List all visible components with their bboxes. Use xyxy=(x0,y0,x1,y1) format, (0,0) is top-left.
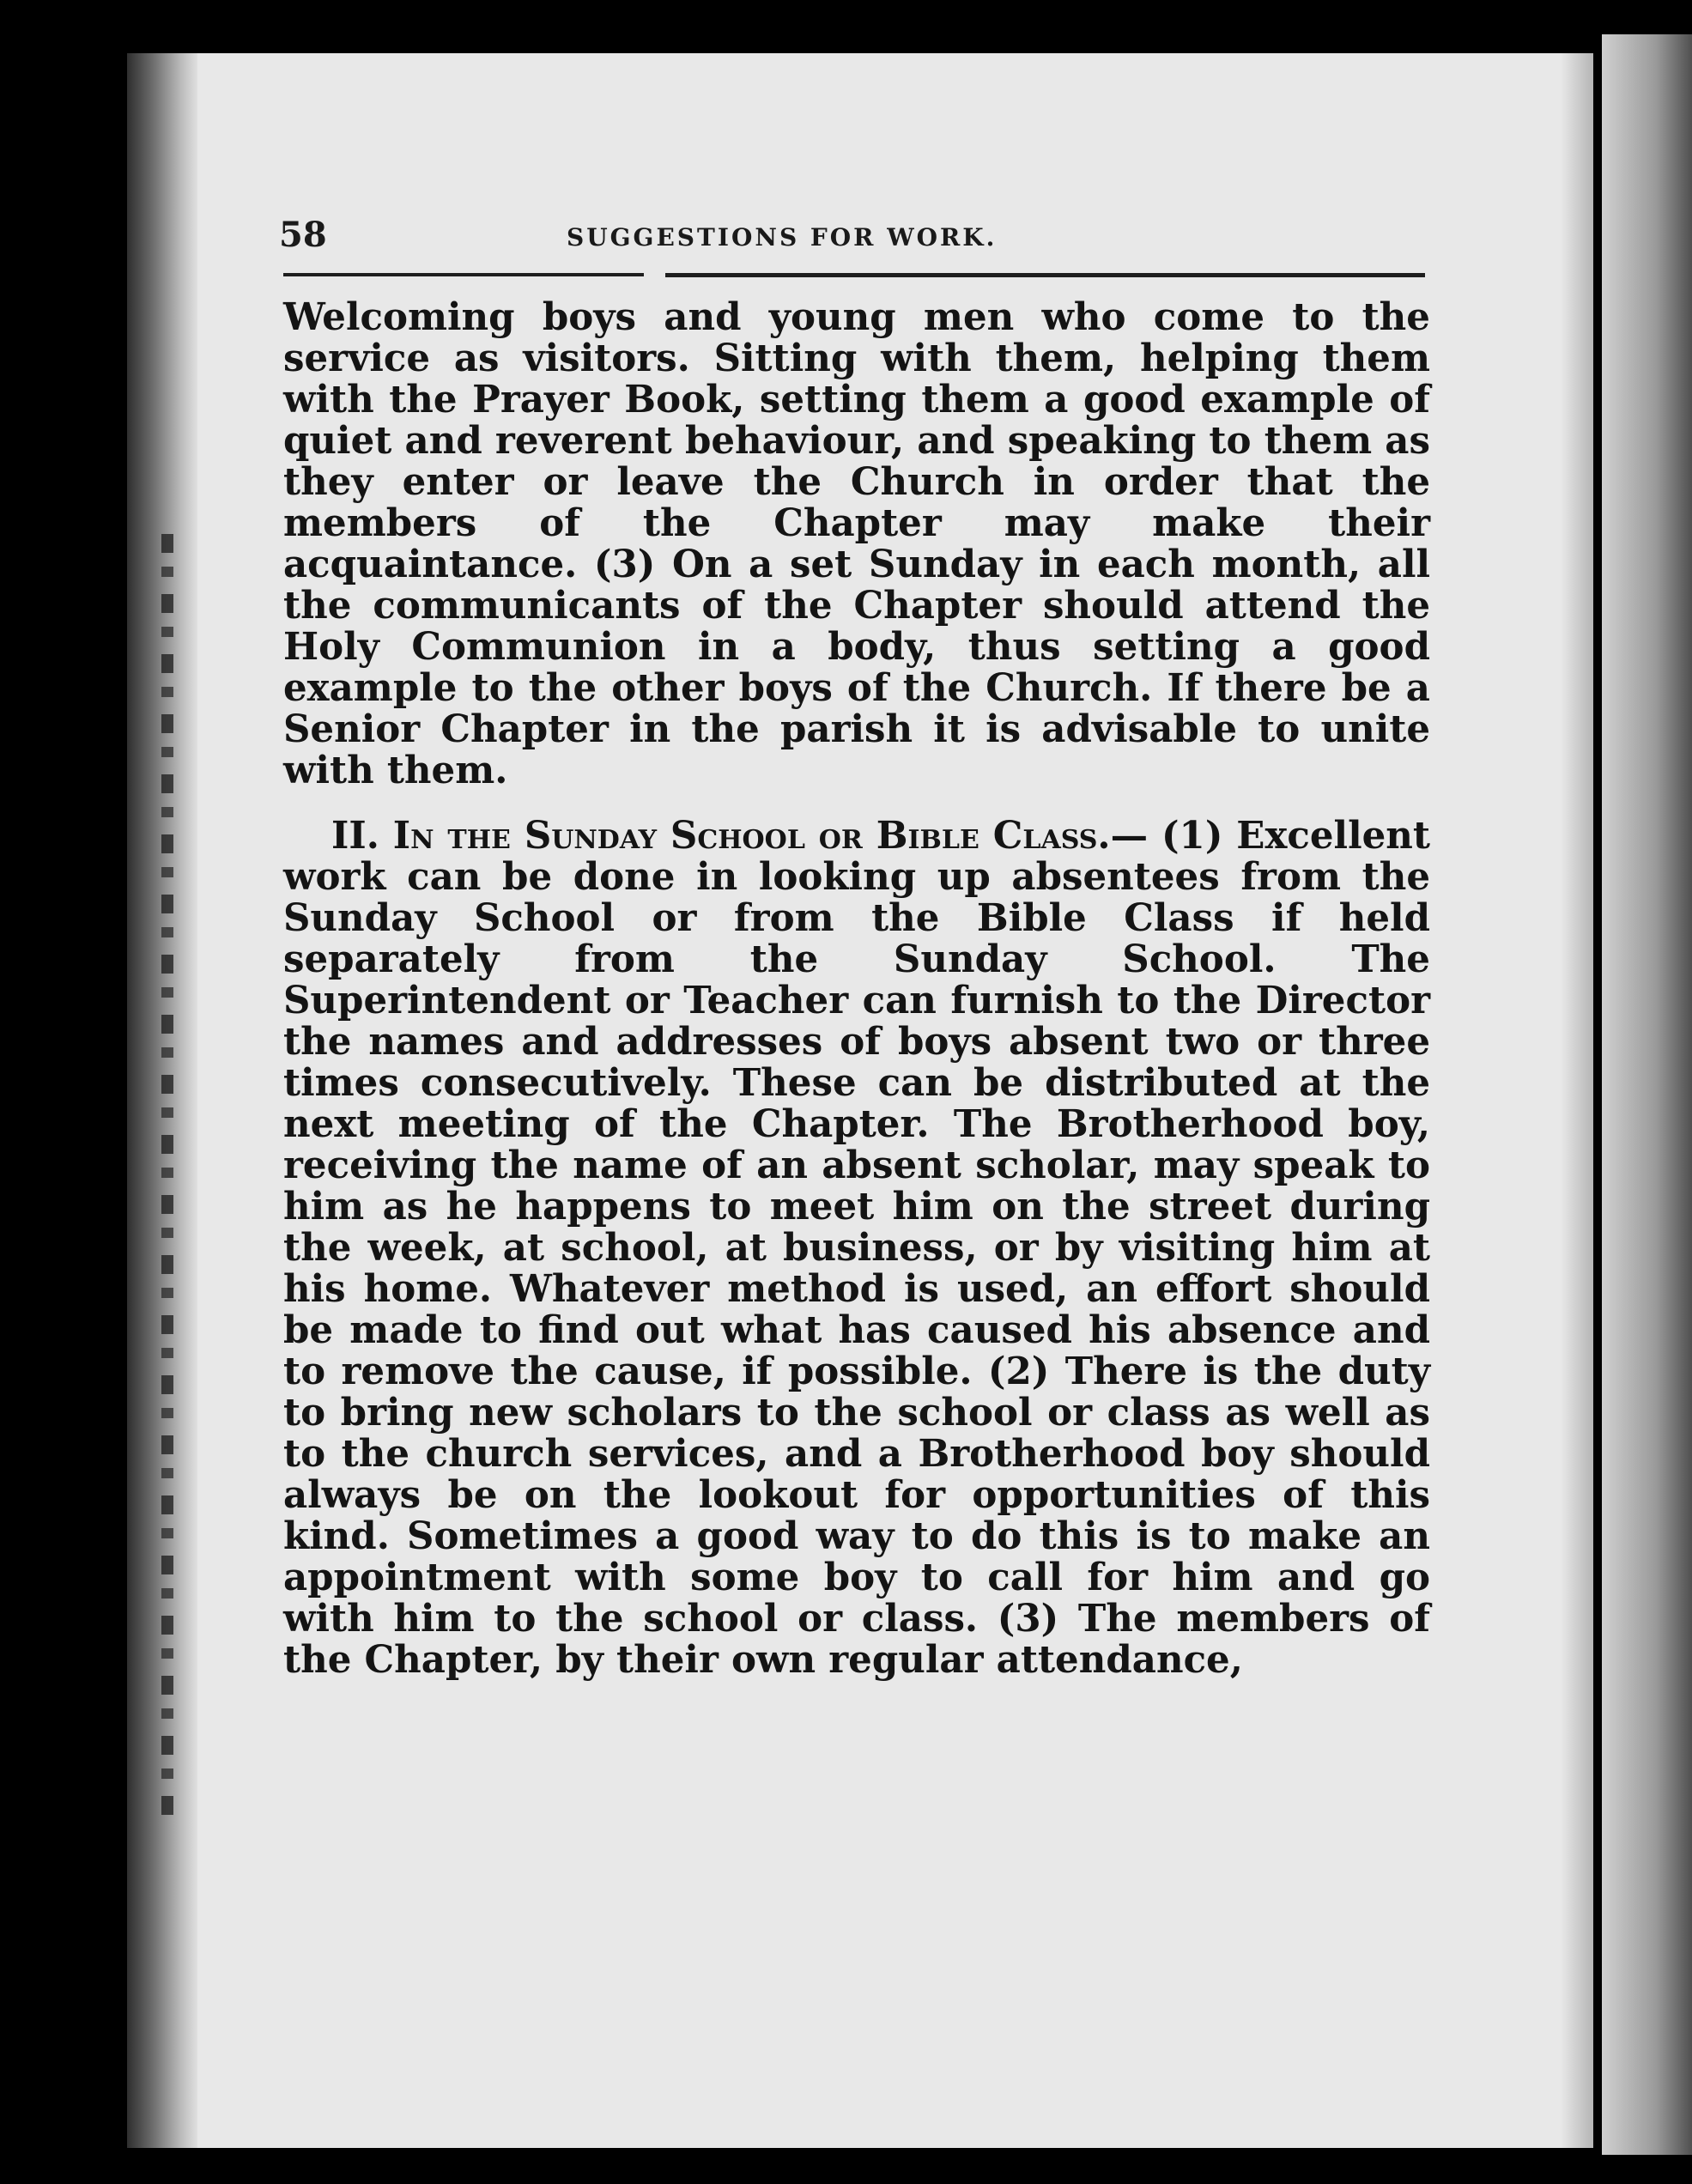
running-head-title: SUGGESTIONS FOR WORK. xyxy=(567,223,998,252)
running-head xyxy=(279,211,1189,263)
gutter-shadow xyxy=(1561,53,1593,2148)
body-text xyxy=(283,297,1430,1681)
header-rule-right xyxy=(665,273,1425,277)
page-number: 58 xyxy=(279,215,327,255)
paragraph-1: Welcoming boys and young men who come to the service as visitors. Sitting with them, helping them with the Prayer Book, setting them a good example of quiet and reverent behaviour, and speaking to them as they enter or leave the Church in order that the members of the Chapter may make their acquaintance. (3) On a set Sunday in each month, all the communicants of the Chapter should attend the Holy Communion in a body, thus setting a good example to the other boys of the Church. If there be a Senior Chapter in the parish it is advisable to unite with them. xyxy=(283,295,1430,792)
paragraph-2 xyxy=(283,816,1430,1681)
paragraph-2-text: (1) Excellent work can be done in looking up absentees from the Sunday School or from the Bible Class if held separately from the Sunday School. The Superintendent or Teacher can furnish to the Director the names and addresses of boys absent two or three times consecutively. These can be distributed at the next meeting of the Chapter. The Brotherhood boy, receiving the name of an absent scholar, may speak to him as he happens to meet him on the street during the week, at school, at business, or by visiting him at his home. Whatever method is used, an effort should be made to find out what has caused his absence and to remove the cause, if possible. (2) There is the duty to bring new scholars to the school or class as well as to the church services, and a Brotherhood boy should always be on the lookout for opportunities of this kind. Sometimes a good way to do this is to make an appointment with some boy to call for him and go with him to the school or class. (3) The members of the Chapter, by their own regular attendance, xyxy=(283,814,1430,1682)
header-rule-left xyxy=(283,273,644,276)
spine-marks xyxy=(161,534,173,1822)
section-heading: II. In the Sunday School or Bible Class.— xyxy=(331,814,1149,858)
adjacent-page-edge xyxy=(1602,34,1692,2155)
